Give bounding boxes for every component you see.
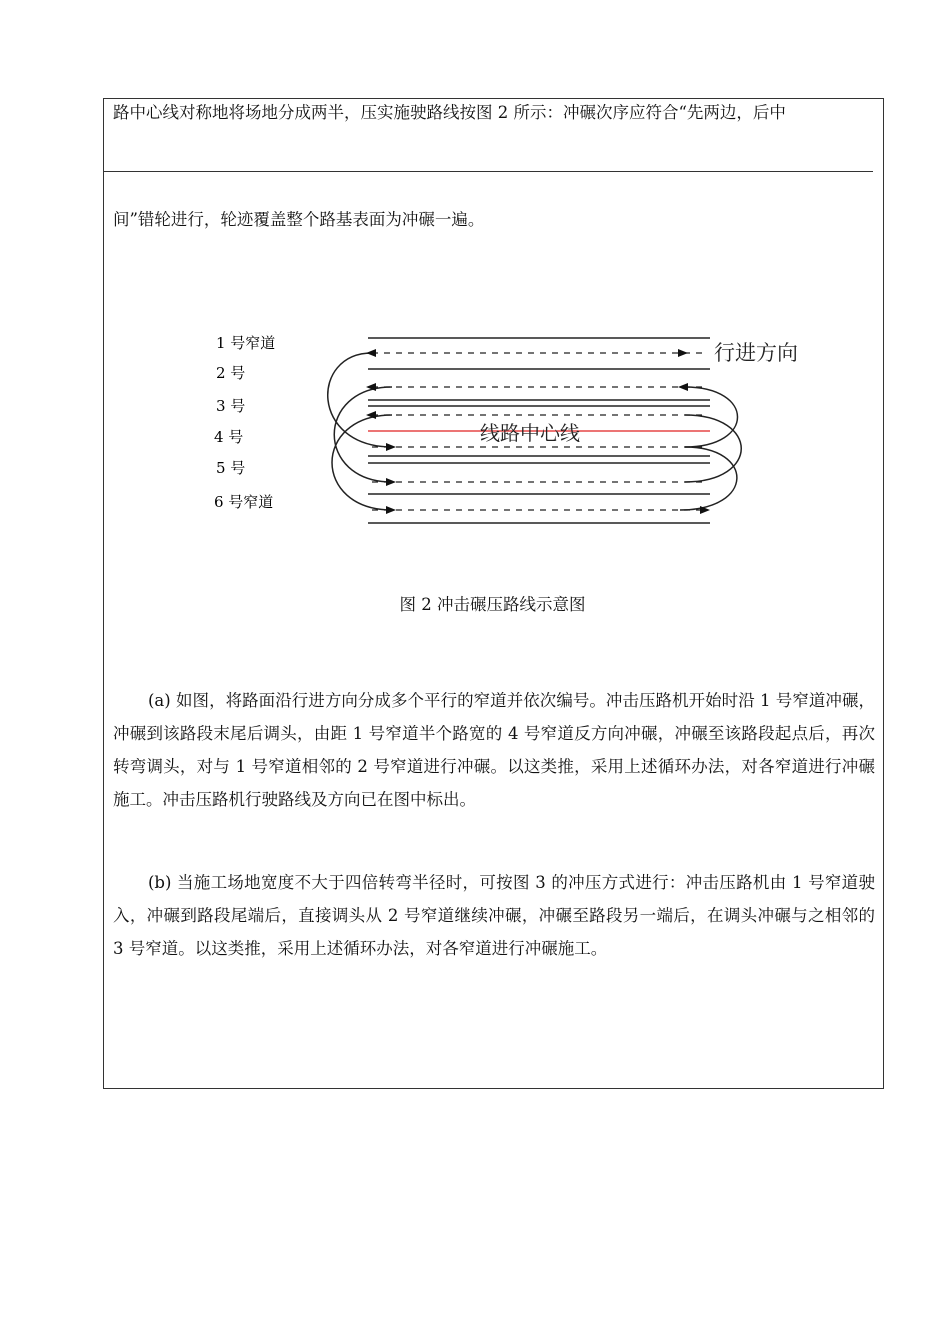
paragraph-a: (a) 如图，将路面沿行进方向分成多个平行的窄道并依次编号。冲击压路机开始时沿 1 号窄道冲碾，冲碾到该路段末尾后调头，由距 1 号窄道半个路宽的 4 号窄道反方向冲碾，冲碾至该路段起点后，再次转弯调头，对与 1 号窄道相邻的 2 号窄道进行冲碾。以这类推，采用上述循环办法，对各窄道进行冲碾施工。冲击压路机行驶路线及方向已在图中标出。 — [113, 691, 875, 809]
lane-label-4: 4 号 — [214, 428, 244, 446]
direction-label: 行进方向 — [714, 341, 798, 365]
route-diagram — [200, 320, 800, 540]
lane-label-1: 1 号窄道 — [216, 334, 276, 352]
intro-paragraph: 路中心线对称地将场地分成两半，压实施驶路线按图 2 所示：冲碾次序应符合“先两边，后中 — [113, 103, 786, 122]
centerline-label: 线路中心线 — [480, 421, 580, 445]
lane-label-5: 5 号 — [216, 459, 246, 477]
figure-caption: 图 2 冲击碾压路线示意图 — [399, 595, 586, 614]
lane-label-3: 3 号 — [216, 397, 246, 415]
cell-divider — [103, 171, 873, 172]
lane-label-2: 2 号 — [216, 364, 246, 382]
lane-label-6: 6 号窄道 — [214, 493, 274, 511]
paragraph-b: (b) 当施工场地宽度不大于四倍转弯半径时，可按图 3 的冲压方式进行：冲击压路机由 1 号窄道驶入，冲碾到路段尾端后，直接调头从 2 号窄道继续冲碾，冲碾至路段另一端后，在调头冲碾与之相邻的 3 号窄道。以这类推，采用上述循环办法，对各窄道进行冲碾施工。 — [113, 873, 875, 958]
intro-paragraph-continued: 间”错轮进行，轮迹覆盖整个路基表面为冲碾一遍。 — [113, 210, 485, 229]
